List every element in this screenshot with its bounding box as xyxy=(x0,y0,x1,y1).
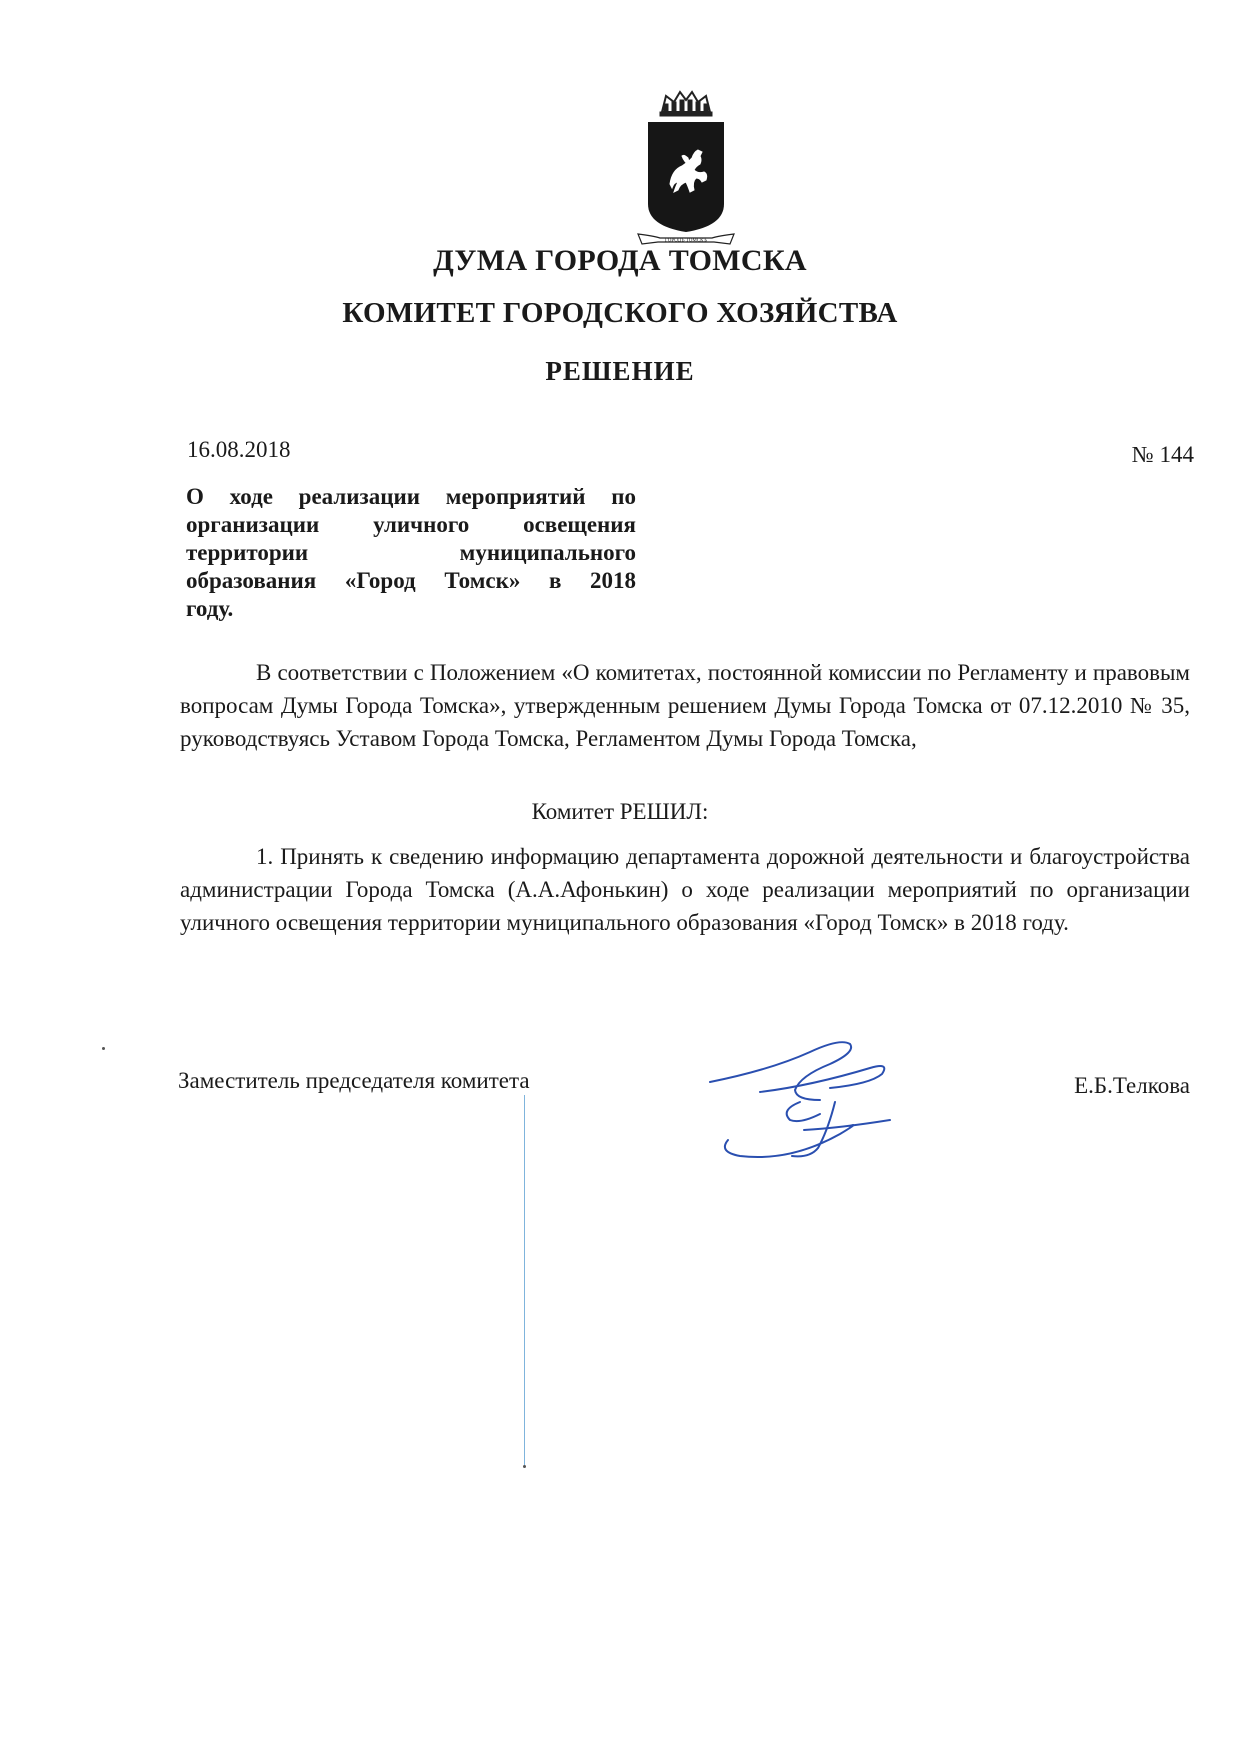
document-number: № 144 xyxy=(1131,442,1194,467)
emblem-ribbon-text: ГОРОДЪ ТОМСКЪ xyxy=(664,238,708,244)
scan-guide-line xyxy=(524,1095,525,1465)
scan-speck xyxy=(523,1465,526,1468)
handwritten-signature-icon xyxy=(700,1030,920,1170)
subject-line: организации уличного освещения xyxy=(186,512,636,537)
signer-name: Е.Б.Телкова xyxy=(1074,1073,1190,1098)
document-type-title: РЕШЕНИЕ xyxy=(545,356,695,386)
resolution-item-1: 1. Принять к сведению информацию департамента дорожной деятельности и благоустройства администрации Города Томска (А.А.Афонькин) о ходе реализации мероприятий по организации уличного освещения территории муниципального образования «Город Томск» в 2018 году. xyxy=(180,844,1190,935)
document-subject xyxy=(186,483,636,623)
subject-line: году. xyxy=(186,596,234,621)
tomsk-coat-of-arms-icon xyxy=(634,86,738,246)
resolved-heading: Комитет РЕШИЛ: xyxy=(531,799,709,824)
subject-line: образования «Город Томск» в 2018 xyxy=(186,568,636,593)
subject-line: О ходе реализации мероприятий по xyxy=(186,484,636,509)
basis-paragraph: В соответствии с Положением «О комитетах, постоянной комиссии по Регламенту и правовым вопросам Думы Города Томска», утвержденным решением Думы Города Томска от 07.12.2010 № 35, руководствуясь Уставом Города Томска, Регламентом Думы Города Томска, xyxy=(180,660,1190,751)
committee-title: КОМИТЕТ ГОРОДСКОГО ХОЗЯЙСТВА xyxy=(342,297,898,329)
subject-line: территории муниципального xyxy=(186,540,636,565)
signer-title: Заместитель председателя комитета xyxy=(178,1068,530,1093)
scan-speck xyxy=(102,1047,105,1050)
organization-title: ДУМА ГОРОДА ТОМСКА xyxy=(433,244,807,277)
document-date: 16.08.2018 xyxy=(187,437,291,462)
